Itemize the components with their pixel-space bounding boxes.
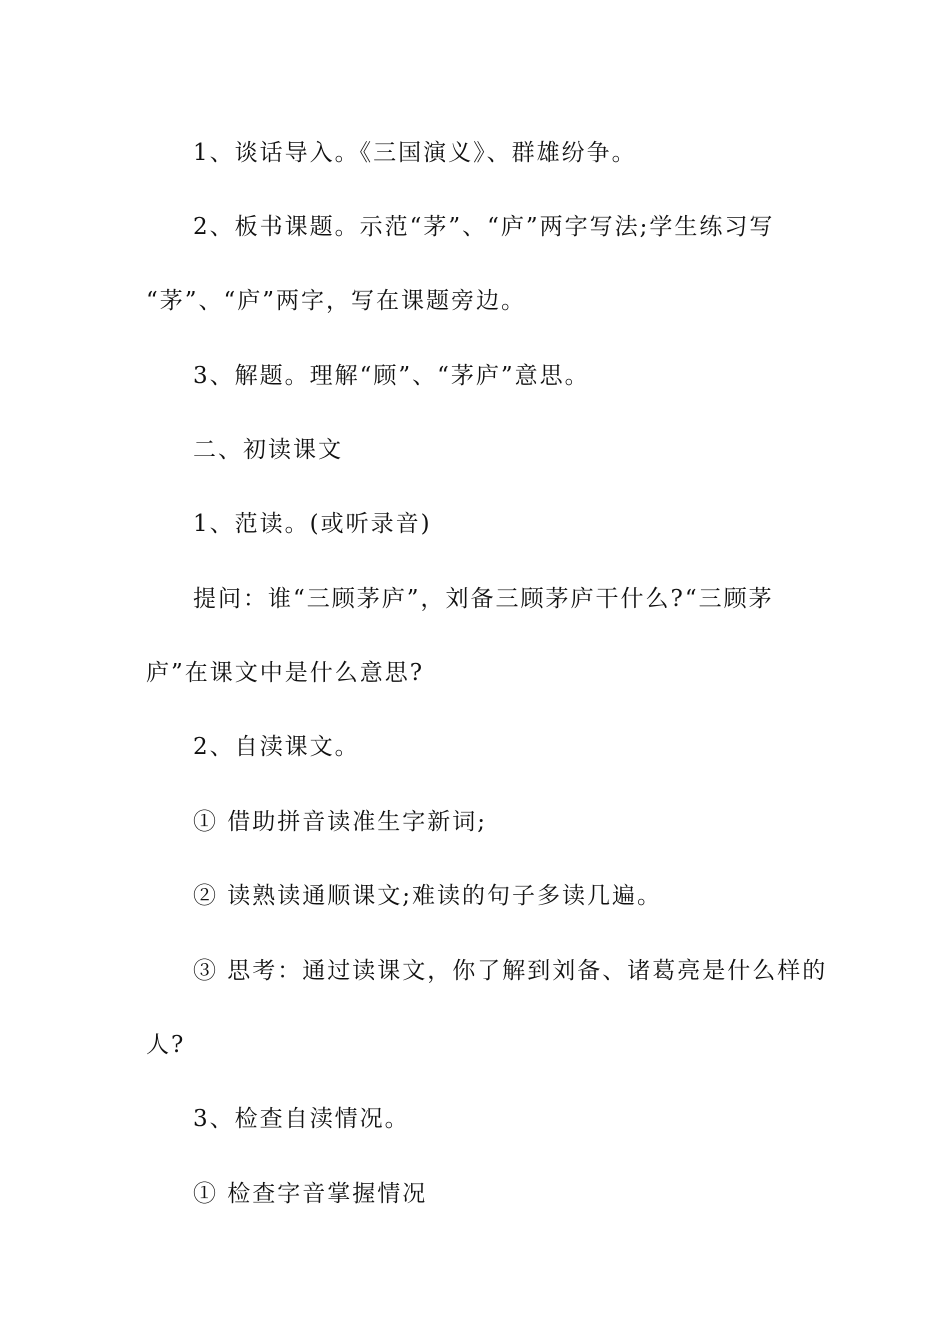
paragraph-line: 3、解题。理解“顾”、“茅庐”意思。 [193,363,590,389]
list-item: ② 读熟读通顺课文;难读的句子多读几遍。 [193,883,663,909]
section-heading: 二、初读课文 [193,437,343,463]
list-item: ③ 思考：通过读课文，你了解到刘备、诸葛亮是什么样的 [193,958,828,984]
paragraph-line: 3、检查自渎情况。 [193,1106,410,1132]
list-item: ① 检查字音掌握情况 [193,1181,428,1207]
paragraph-line: “茅”、“庐”两字，写在课题旁边。 [146,288,527,314]
paragraph-line: 提问：谁“三顾茅庐”，刘备三顾茅庐干什么?“三顾茅 [193,586,774,612]
paragraph-line: 2、板书课题。示范“茅”、“庐”两字写法;学生练习写 [193,214,775,240]
list-item: ① 借助拼音读准生字新词; [193,809,488,835]
paragraph-line: 1、谈话导入。《三国演义》、群雄纷争。 [193,140,637,166]
paragraph-line: 庐”在课文中是什么意思? [146,660,425,686]
paragraph-line: 人? [146,1032,186,1058]
paragraph-line: 2、自渎课文。 [193,734,360,760]
paragraph-line: 1、范读。(或听录音) [193,511,432,537]
